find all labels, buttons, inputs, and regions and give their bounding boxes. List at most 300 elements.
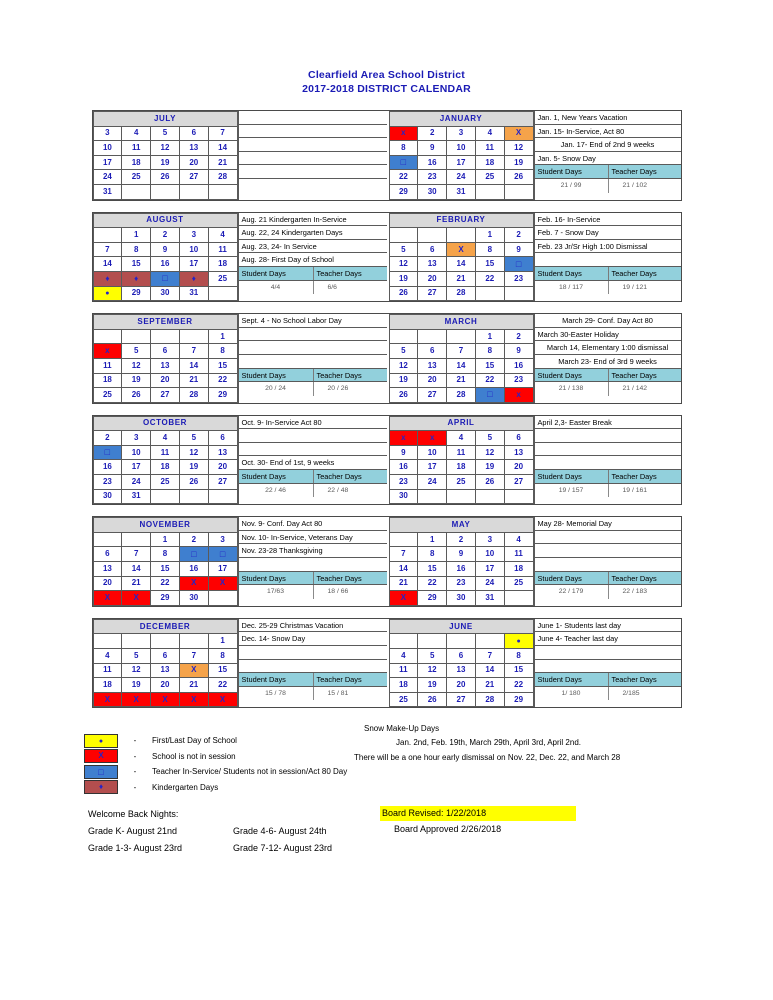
day-cell[interactable]: 27 <box>447 692 476 707</box>
day-cell[interactable]: 20 <box>179 155 208 170</box>
day-cell[interactable]: 6 <box>179 126 208 141</box>
day-cell[interactable]: 11 <box>93 358 122 373</box>
day-cell[interactable]: 26 <box>122 388 151 403</box>
day-cell[interactable]: 25 <box>504 576 533 591</box>
day-cell[interactable]: 30 <box>151 286 180 301</box>
day-cell[interactable]: 8 <box>475 344 504 359</box>
day-cell[interactable] <box>179 271 208 286</box>
day-cell[interactable]: 29 <box>504 692 533 707</box>
day-cell[interactable] <box>504 126 533 141</box>
day-cell[interactable] <box>504 184 533 199</box>
day-cell[interactable] <box>179 692 208 707</box>
day-cell[interactable] <box>151 489 180 504</box>
day-cell[interactable]: 14 <box>389 562 418 577</box>
day-cell[interactable]: 30 <box>389 489 418 504</box>
day-cell[interactable]: 22 <box>208 678 237 693</box>
day-cell[interactable]: 6 <box>208 431 237 446</box>
day-cell[interactable] <box>475 286 504 301</box>
day-cell[interactable]: 27 <box>418 388 447 403</box>
day-cell[interactable]: 4 <box>208 228 237 243</box>
day-cell[interactable]: 20 <box>151 373 180 388</box>
day-cell[interactable]: 7 <box>208 126 237 141</box>
day-cell[interactable]: 5 <box>418 649 447 664</box>
day-cell[interactable] <box>122 692 151 707</box>
day-cell[interactable]: 26 <box>389 388 418 403</box>
day-cell[interactable]: 5 <box>389 344 418 359</box>
day-cell[interactable]: 25 <box>122 170 151 185</box>
day-cell[interactable] <box>418 489 447 504</box>
day-cell[interactable]: 2 <box>179 532 208 547</box>
day-cell[interactable]: 12 <box>151 141 180 156</box>
day-cell[interactable]: 11 <box>93 663 122 678</box>
day-cell[interactable]: 11 <box>122 141 151 156</box>
day-cell[interactable]: 28 <box>447 286 476 301</box>
day-cell[interactable]: 21 <box>447 271 476 286</box>
day-cell[interactable]: 18 <box>122 155 151 170</box>
day-cell[interactable]: 31 <box>447 184 476 199</box>
day-cell[interactable]: 14 <box>93 257 122 272</box>
day-cell[interactable]: 17 <box>447 155 476 170</box>
day-cell[interactable] <box>475 184 504 199</box>
day-cell[interactable]: 7 <box>389 547 418 562</box>
day-cell[interactable]: 18 <box>504 562 533 577</box>
day-cell[interactable]: 21 <box>179 678 208 693</box>
day-cell[interactable]: 13 <box>151 663 180 678</box>
day-cell[interactable]: 22 <box>504 678 533 693</box>
day-cell[interactable]: 26 <box>179 475 208 490</box>
day-cell[interactable]: 15 <box>475 257 504 272</box>
day-cell[interactable]: 16 <box>504 358 533 373</box>
day-cell[interactable] <box>208 547 237 562</box>
day-cell[interactable] <box>93 329 122 344</box>
day-cell[interactable] <box>151 692 180 707</box>
day-cell[interactable]: 29 <box>122 286 151 301</box>
day-cell[interactable]: 2 <box>504 329 533 344</box>
day-cell[interactable]: 2 <box>447 532 476 547</box>
day-cell[interactable] <box>418 228 447 243</box>
day-cell[interactable]: 4 <box>93 649 122 664</box>
day-cell[interactable]: 13 <box>93 562 122 577</box>
day-cell[interactable] <box>389 431 418 446</box>
day-cell[interactable]: 31 <box>122 489 151 504</box>
day-cell[interactable]: 7 <box>179 649 208 664</box>
day-cell[interactable]: 6 <box>93 547 122 562</box>
day-cell[interactable] <box>93 228 122 243</box>
day-cell[interactable]: 18 <box>151 460 180 475</box>
day-cell[interactable]: 10 <box>122 445 151 460</box>
day-cell[interactable]: 19 <box>418 678 447 693</box>
day-cell[interactable]: 14 <box>475 663 504 678</box>
day-cell[interactable]: 19 <box>122 678 151 693</box>
day-cell[interactable]: 26 <box>475 475 504 490</box>
day-cell[interactable]: 6 <box>151 344 180 359</box>
day-cell[interactable] <box>93 286 122 301</box>
day-cell[interactable]: 5 <box>122 344 151 359</box>
day-cell[interactable]: 30 <box>447 591 476 606</box>
day-cell[interactable]: 21 <box>179 373 208 388</box>
day-cell[interactable]: 2 <box>93 431 122 446</box>
day-cell[interactable]: 13 <box>418 257 447 272</box>
day-cell[interactable]: 6 <box>418 344 447 359</box>
day-cell[interactable]: 18 <box>389 678 418 693</box>
day-cell[interactable]: 7 <box>93 242 122 257</box>
day-cell[interactable]: 2 <box>151 228 180 243</box>
day-cell[interactable]: 8 <box>151 547 180 562</box>
day-cell[interactable] <box>504 634 533 649</box>
day-cell[interactable]: 26 <box>151 170 180 185</box>
day-cell[interactable] <box>93 591 122 606</box>
day-cell[interactable]: 19 <box>122 373 151 388</box>
day-cell[interactable]: 23 <box>418 170 447 185</box>
day-cell[interactable] <box>122 634 151 649</box>
day-cell[interactable]: 20 <box>208 460 237 475</box>
day-cell[interactable]: 15 <box>151 562 180 577</box>
day-cell[interactable]: 20 <box>418 271 447 286</box>
day-cell[interactable]: 9 <box>389 445 418 460</box>
day-cell[interactable]: 27 <box>418 286 447 301</box>
day-cell[interactable]: 29 <box>389 184 418 199</box>
day-cell[interactable]: 23 <box>504 373 533 388</box>
day-cell[interactable]: 11 <box>151 445 180 460</box>
day-cell[interactable]: 30 <box>179 591 208 606</box>
day-cell[interactable] <box>208 286 237 301</box>
day-cell[interactable] <box>389 228 418 243</box>
day-cell[interactable]: 21 <box>447 373 476 388</box>
day-cell[interactable]: 9 <box>151 242 180 257</box>
day-cell[interactable]: 1 <box>475 329 504 344</box>
day-cell[interactable]: 26 <box>504 170 533 185</box>
day-cell[interactable]: 21 <box>475 678 504 693</box>
day-cell[interactable]: 8 <box>389 141 418 156</box>
day-cell[interactable] <box>179 184 208 199</box>
day-cell[interactable]: 13 <box>151 358 180 373</box>
day-cell[interactable]: 12 <box>475 445 504 460</box>
day-cell[interactable]: 14 <box>447 257 476 272</box>
day-cell[interactable] <box>151 271 180 286</box>
day-cell[interactable]: 24 <box>475 576 504 591</box>
day-cell[interactable]: 31 <box>179 286 208 301</box>
day-cell[interactable]: 8 <box>208 344 237 359</box>
day-cell[interactable] <box>93 271 122 286</box>
day-cell[interactable] <box>475 489 504 504</box>
day-cell[interactable] <box>93 634 122 649</box>
day-cell[interactable] <box>475 634 504 649</box>
day-cell[interactable]: 10 <box>418 445 447 460</box>
day-cell[interactable] <box>447 242 476 257</box>
day-cell[interactable]: 18 <box>447 460 476 475</box>
day-cell[interactable]: 14 <box>447 358 476 373</box>
day-cell[interactable] <box>179 663 208 678</box>
day-cell[interactable]: 4 <box>151 431 180 446</box>
day-cell[interactable]: 8 <box>504 649 533 664</box>
day-cell[interactable]: 14 <box>208 141 237 156</box>
day-cell[interactable] <box>122 184 151 199</box>
day-cell[interactable]: 24 <box>447 170 476 185</box>
day-cell[interactable]: 4 <box>122 126 151 141</box>
day-cell[interactable]: 22 <box>475 373 504 388</box>
day-cell[interactable]: 25 <box>93 388 122 403</box>
day-cell[interactable] <box>389 155 418 170</box>
day-cell[interactable]: 17 <box>418 460 447 475</box>
day-cell[interactable]: 26 <box>389 286 418 301</box>
day-cell[interactable]: 30 <box>418 184 447 199</box>
day-cell[interactable]: 15 <box>208 663 237 678</box>
day-cell[interactable]: 20 <box>93 576 122 591</box>
day-cell[interactable]: 10 <box>475 547 504 562</box>
day-cell[interactable] <box>208 184 237 199</box>
day-cell[interactable]: 7 <box>447 344 476 359</box>
day-cell[interactable]: 1 <box>475 228 504 243</box>
day-cell[interactable]: 23 <box>504 271 533 286</box>
day-cell[interactable]: 11 <box>208 242 237 257</box>
day-cell[interactable] <box>447 489 476 504</box>
day-cell[interactable]: 6 <box>418 242 447 257</box>
day-cell[interactable]: 25 <box>447 475 476 490</box>
day-cell[interactable]: 17 <box>179 257 208 272</box>
day-cell[interactable] <box>389 634 418 649</box>
day-cell[interactable]: 16 <box>418 155 447 170</box>
day-cell[interactable]: 15 <box>504 663 533 678</box>
day-cell[interactable]: 3 <box>179 228 208 243</box>
day-cell[interactable]: 1 <box>122 228 151 243</box>
day-cell[interactable]: 9 <box>418 141 447 156</box>
day-cell[interactable]: 27 <box>208 475 237 490</box>
day-cell[interactable]: 4 <box>475 126 504 141</box>
day-cell[interactable]: 7 <box>122 547 151 562</box>
day-cell[interactable] <box>151 184 180 199</box>
day-cell[interactable] <box>93 445 122 460</box>
day-cell[interactable]: 1 <box>151 532 180 547</box>
day-cell[interactable] <box>93 692 122 707</box>
day-cell[interactable]: 6 <box>151 649 180 664</box>
day-cell[interactable] <box>504 388 533 403</box>
day-cell[interactable]: 11 <box>389 663 418 678</box>
day-cell[interactable]: 16 <box>389 460 418 475</box>
day-cell[interactable]: 27 <box>179 170 208 185</box>
day-cell[interactable]: 12 <box>389 257 418 272</box>
day-cell[interactable]: 13 <box>179 141 208 156</box>
day-cell[interactable]: 24 <box>93 170 122 185</box>
day-cell[interactable]: 17 <box>208 562 237 577</box>
day-cell[interactable]: 10 <box>179 242 208 257</box>
day-cell[interactable]: 12 <box>122 663 151 678</box>
day-cell[interactable]: 12 <box>504 141 533 156</box>
day-cell[interactable] <box>504 591 533 606</box>
day-cell[interactable]: 6 <box>447 649 476 664</box>
day-cell[interactable]: 30 <box>93 489 122 504</box>
day-cell[interactable]: 28 <box>475 692 504 707</box>
day-cell[interactable] <box>151 634 180 649</box>
day-cell[interactable]: 3 <box>475 532 504 547</box>
day-cell[interactable] <box>208 591 237 606</box>
day-cell[interactable] <box>504 257 533 272</box>
day-cell[interactable]: 21 <box>122 576 151 591</box>
day-cell[interactable]: 31 <box>475 591 504 606</box>
day-cell[interactable] <box>179 576 208 591</box>
day-cell[interactable] <box>389 532 418 547</box>
day-cell[interactable]: 3 <box>122 431 151 446</box>
day-cell[interactable] <box>93 532 122 547</box>
day-cell[interactable]: 8 <box>208 649 237 664</box>
day-cell[interactable] <box>447 228 476 243</box>
day-cell[interactable]: 22 <box>418 576 447 591</box>
day-cell[interactable]: 18 <box>475 155 504 170</box>
day-cell[interactable]: 29 <box>418 591 447 606</box>
day-cell[interactable]: 16 <box>93 460 122 475</box>
day-cell[interactable]: 17 <box>122 460 151 475</box>
day-cell[interactable] <box>389 591 418 606</box>
day-cell[interactable]: 25 <box>208 271 237 286</box>
day-cell[interactable]: 24 <box>122 475 151 490</box>
day-cell[interactable] <box>179 329 208 344</box>
day-cell[interactable]: 11 <box>504 547 533 562</box>
day-cell[interactable] <box>389 126 418 141</box>
day-cell[interactable] <box>504 489 533 504</box>
day-cell[interactable] <box>122 591 151 606</box>
day-cell[interactable]: 13 <box>208 445 237 460</box>
day-cell[interactable] <box>179 634 208 649</box>
day-cell[interactable]: 2 <box>418 126 447 141</box>
day-cell[interactable]: 3 <box>93 126 122 141</box>
day-cell[interactable]: 22 <box>151 576 180 591</box>
day-cell[interactable]: 4 <box>389 649 418 664</box>
day-cell[interactable]: 13 <box>447 663 476 678</box>
day-cell[interactable]: 4 <box>447 431 476 446</box>
day-cell[interactable]: 1 <box>208 634 237 649</box>
day-cell[interactable]: 19 <box>475 460 504 475</box>
day-cell[interactable]: 5 <box>475 431 504 446</box>
day-cell[interactable] <box>208 576 237 591</box>
day-cell[interactable] <box>208 692 237 707</box>
day-cell[interactable] <box>122 329 151 344</box>
day-cell[interactable]: 29 <box>151 591 180 606</box>
day-cell[interactable]: 1 <box>208 329 237 344</box>
day-cell[interactable]: 28 <box>208 170 237 185</box>
day-cell[interactable]: 5 <box>389 242 418 257</box>
day-cell[interactable]: 12 <box>179 445 208 460</box>
day-cell[interactable]: 15 <box>208 358 237 373</box>
day-cell[interactable]: 7 <box>179 344 208 359</box>
day-cell[interactable]: 19 <box>151 155 180 170</box>
day-cell[interactable]: 23 <box>389 475 418 490</box>
day-cell[interactable]: 22 <box>389 170 418 185</box>
day-cell[interactable]: 8 <box>475 242 504 257</box>
day-cell[interactable]: 16 <box>447 562 476 577</box>
day-cell[interactable]: 5 <box>179 431 208 446</box>
day-cell[interactable]: 15 <box>418 562 447 577</box>
day-cell[interactable] <box>208 489 237 504</box>
day-cell[interactable]: 20 <box>418 373 447 388</box>
day-cell[interactable]: 19 <box>389 271 418 286</box>
day-cell[interactable]: 16 <box>179 562 208 577</box>
day-cell[interactable]: 17 <box>93 155 122 170</box>
day-cell[interactable] <box>179 547 208 562</box>
day-cell[interactable]: 23 <box>93 475 122 490</box>
day-cell[interactable]: 25 <box>151 475 180 490</box>
day-cell[interactable]: 13 <box>418 358 447 373</box>
day-cell[interactable]: 1 <box>418 532 447 547</box>
day-cell[interactable] <box>122 271 151 286</box>
day-cell[interactable]: 17 <box>475 562 504 577</box>
day-cell[interactable]: 21 <box>208 155 237 170</box>
day-cell[interactable]: 9 <box>504 344 533 359</box>
day-cell[interactable] <box>447 329 476 344</box>
day-cell[interactable]: 12 <box>389 358 418 373</box>
day-cell[interactable]: 5 <box>151 126 180 141</box>
day-cell[interactable]: 11 <box>475 141 504 156</box>
day-cell[interactable]: 3 <box>447 126 476 141</box>
day-cell[interactable]: 3 <box>208 532 237 547</box>
day-cell[interactable]: 15 <box>122 257 151 272</box>
day-cell[interactable]: 12 <box>418 663 447 678</box>
day-cell[interactable]: 20 <box>151 678 180 693</box>
day-cell[interactable]: 27 <box>151 388 180 403</box>
day-cell[interactable]: 10 <box>447 141 476 156</box>
day-cell[interactable] <box>504 286 533 301</box>
day-cell[interactable]: 15 <box>475 358 504 373</box>
day-cell[interactable] <box>447 634 476 649</box>
day-cell[interactable]: 14 <box>122 562 151 577</box>
day-cell[interactable]: 27 <box>504 475 533 490</box>
day-cell[interactable]: 7 <box>475 649 504 664</box>
day-cell[interactable]: 13 <box>504 445 533 460</box>
day-cell[interactable]: 28 <box>179 388 208 403</box>
day-cell[interactable]: 8 <box>418 547 447 562</box>
day-cell[interactable]: 14 <box>179 358 208 373</box>
day-cell[interactable]: 11 <box>447 445 476 460</box>
day-cell[interactable]: 31 <box>93 184 122 199</box>
day-cell[interactable]: 18 <box>93 373 122 388</box>
day-cell[interactable]: 18 <box>208 257 237 272</box>
day-cell[interactable]: 21 <box>389 576 418 591</box>
day-cell[interactable]: 2 <box>504 228 533 243</box>
day-cell[interactable]: 20 <box>504 460 533 475</box>
day-cell[interactable]: 16 <box>151 257 180 272</box>
day-cell[interactable]: 10 <box>93 141 122 156</box>
day-cell[interactable]: 26 <box>418 692 447 707</box>
day-cell[interactable]: 22 <box>475 271 504 286</box>
day-cell[interactable]: 8 <box>122 242 151 257</box>
day-cell[interactable]: 25 <box>475 170 504 185</box>
day-cell[interactable]: 19 <box>389 373 418 388</box>
day-cell[interactable] <box>179 489 208 504</box>
day-cell[interactable]: 9 <box>504 242 533 257</box>
day-cell[interactable] <box>418 329 447 344</box>
day-cell[interactable]: 12 <box>122 358 151 373</box>
day-cell[interactable] <box>151 329 180 344</box>
day-cell[interactable] <box>389 329 418 344</box>
day-cell[interactable]: 9 <box>447 547 476 562</box>
day-cell[interactable]: 5 <box>122 649 151 664</box>
day-cell[interactable] <box>475 388 504 403</box>
day-cell[interactable]: 4 <box>504 532 533 547</box>
day-cell[interactable]: 19 <box>179 460 208 475</box>
day-cell[interactable]: 19 <box>504 155 533 170</box>
day-cell[interactable] <box>122 532 151 547</box>
day-cell[interactable]: 6 <box>504 431 533 446</box>
day-cell[interactable]: 29 <box>208 388 237 403</box>
day-cell[interactable]: 20 <box>447 678 476 693</box>
day-cell[interactable]: 18 <box>93 678 122 693</box>
day-cell[interactable]: 22 <box>208 373 237 388</box>
day-cell[interactable]: 28 <box>447 388 476 403</box>
day-cell[interactable] <box>418 634 447 649</box>
day-cell[interactable] <box>418 431 447 446</box>
day-cell[interactable] <box>93 344 122 359</box>
day-cell[interactable]: 24 <box>418 475 447 490</box>
day-cell[interactable]: 25 <box>389 692 418 707</box>
day-cell[interactable]: 23 <box>447 576 476 591</box>
